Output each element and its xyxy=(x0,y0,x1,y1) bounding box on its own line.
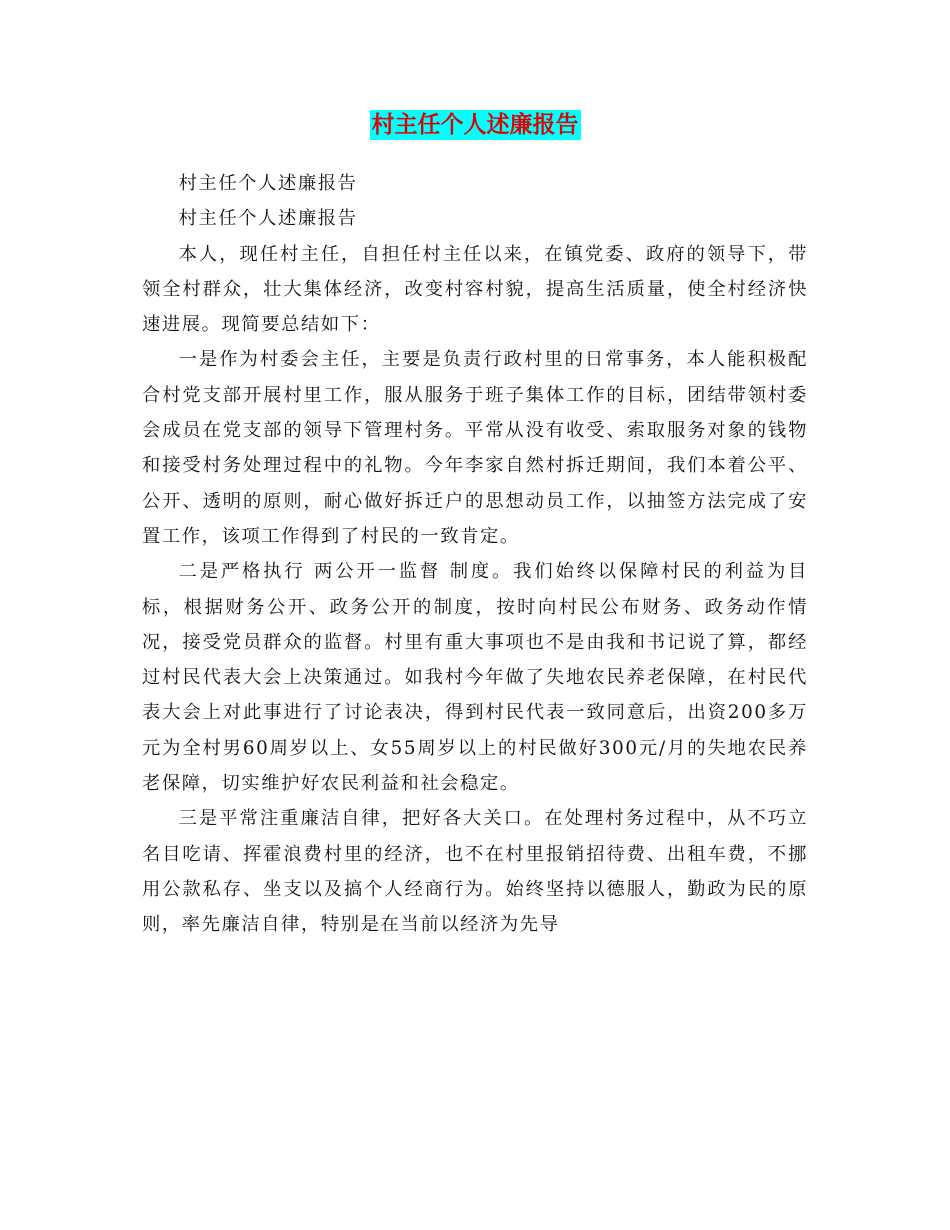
document-title: 村主任个人述廉报告 xyxy=(371,111,579,138)
subtitle-line-1: 村主任个人述廉报告 xyxy=(178,173,358,194)
document-body xyxy=(142,166,808,943)
title-row xyxy=(0,110,950,140)
paragraph-point-3: 三是平常注重廉洁自律，把好各大关口。在处理村务过程中，从不巧立名目吃请、挥霍浪费村里的经济，也不在村里报销招待费、出租车费，不挪用公款私存、坐支以及搞个人经商行为。始终坚持以德服人，勤政为民的原则，率先廉洁自律，特别是在当前以经济为先导 xyxy=(142,808,808,936)
paragraph-point-1: 一是作为村委会主任，主要是负责行政村里的日常事务，本人能积极配合村党支部开展村里工作，服从服务于班子集体工作的目标，团结带领村委会成员在党支部的领导下管理村务。平常从没有收受、索取服务对象的钱物和接受村务处理过程中的礼物。今年李家自然村拆迁期间，我们本着公平、公开、透明的原则，耐心做好拆迁户的思想动员工作，以抽签方法完成了安置工作，该项工作得到了村民的一致肯定。 xyxy=(142,349,808,547)
paragraph-intro: 本人，现任村主任，自担任村主任以来，在镇党委、政府的领导下，带领全村群众，壮大集体经济，改变村容村貌，提高生活质量，使全村经济快速进展。现简要总结如下： xyxy=(142,243,808,336)
paragraph-point-2: 二是严格执行 两公开一监督 制度。我们始终以保障村民的利益为目标，根据财务公开、政务公开的制度，按时向村民公布财务、政务动作情况，接受党员群众的监督。村里有重大事项也不是由我和书记说了算，都经过村民代表大会上决策通过。如我村今年做了失地农民养老保障，在村民代表大会上对此事进行了讨论表决，得到村民代表一致同意后，出资200多万元为全村男60周岁以上、女55周岁以上的村民做好300元/月的失地农民养老保障，切实维护好农民利益和社会稳定。 xyxy=(142,561,808,795)
subtitle-line-2: 村主任个人述廉报告 xyxy=(178,208,358,230)
